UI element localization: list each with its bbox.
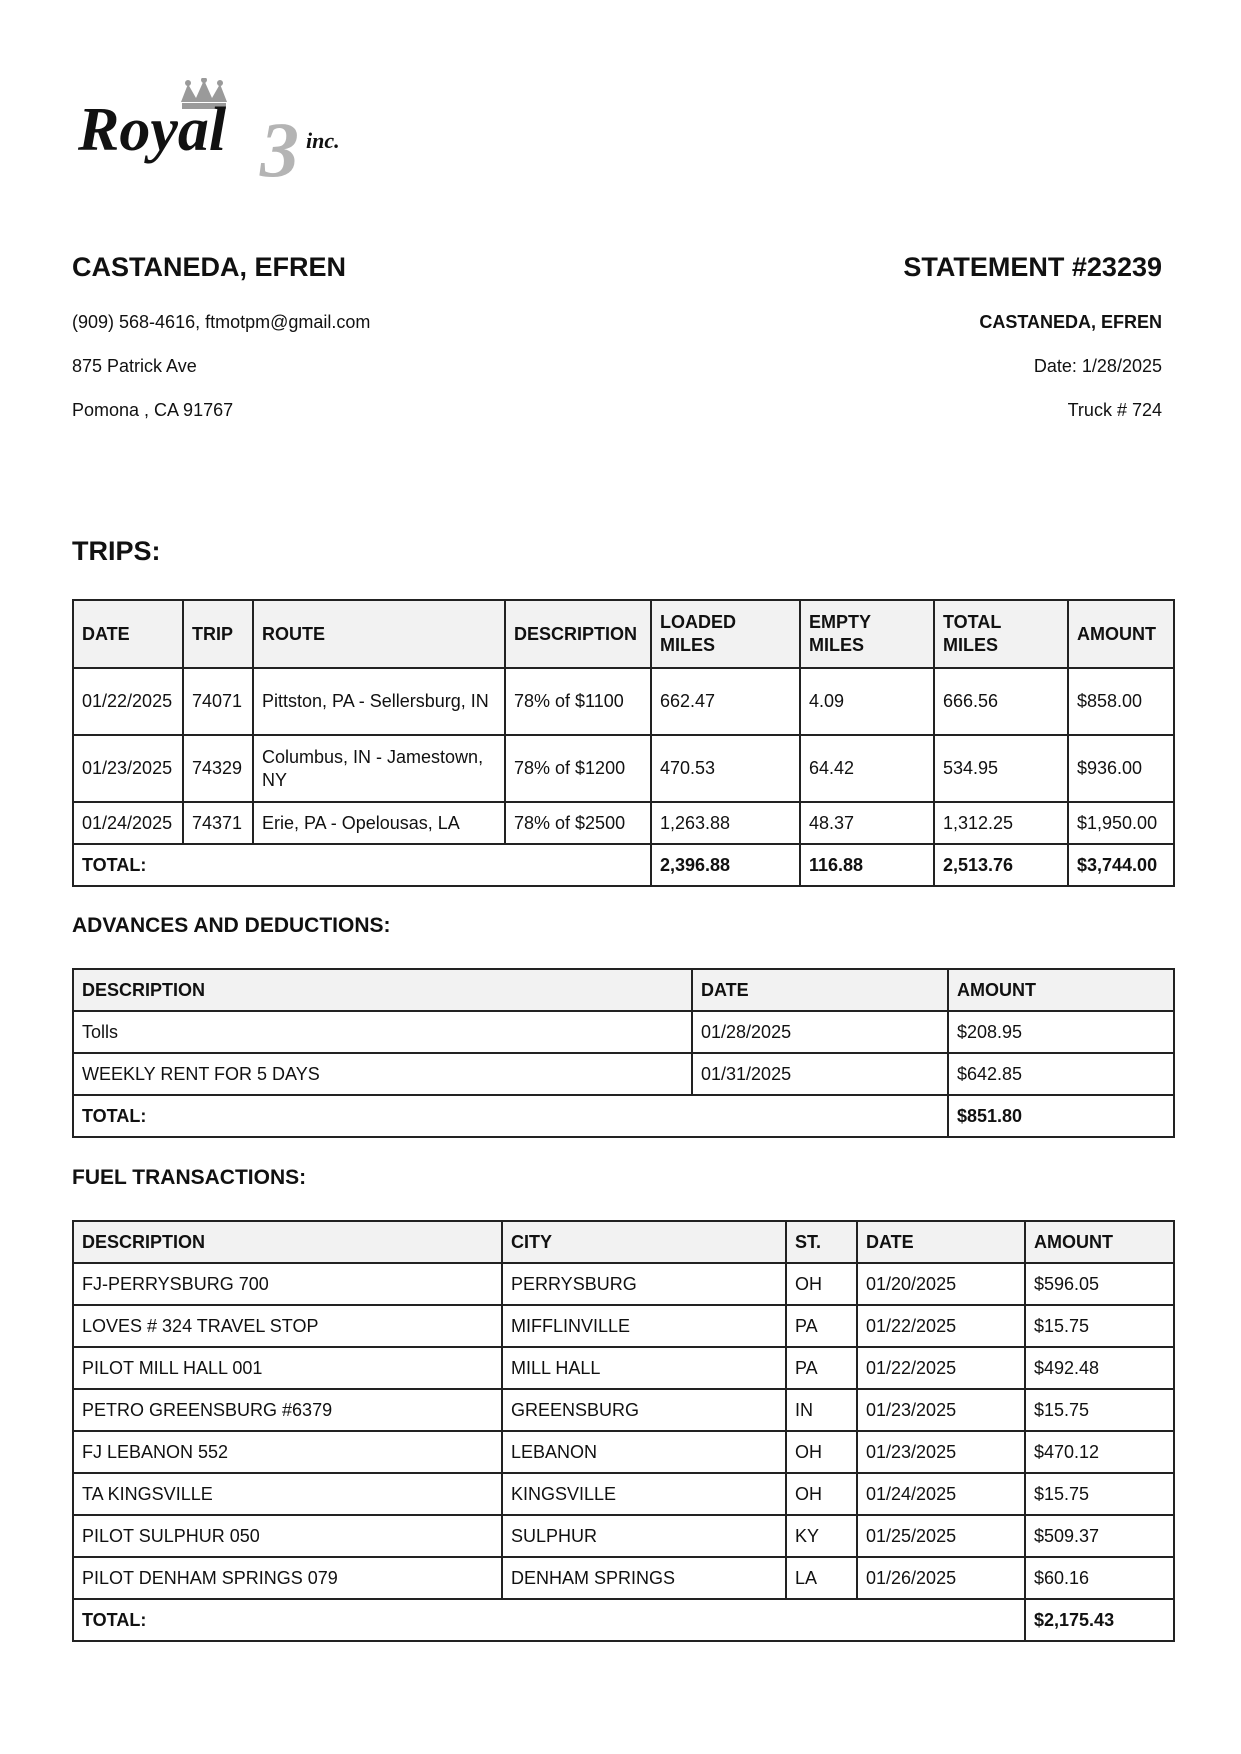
total-row [73,844,1174,886]
cell-description: LOVES # 324 TRAVEL STOP [73,1305,502,1347]
total-row [73,1095,1174,1137]
col-header-description: DESCRIPTION [73,1221,502,1263]
col-header-date: DATE [73,600,183,668]
total-empty-miles: 116.88 [800,844,934,886]
total-row [73,1599,1174,1641]
col-header-date: DATE [857,1221,1025,1263]
col-header-route: ROUTE [253,600,505,668]
cell-city: PERRYSBURG [502,1263,786,1305]
table-header-row [73,600,1174,668]
trips-title: TRIPS: [72,536,161,566]
table-row [73,1347,1174,1389]
cell-state: PA [786,1347,857,1389]
table-row [73,1011,1174,1053]
trips-table [72,599,1175,887]
cell-description: TA KINGSVILLE [73,1473,502,1515]
cell-loaded-miles: 662.47 [651,668,800,735]
table-row [73,1473,1174,1515]
cell-amount: $492.48 [1025,1347,1174,1389]
total-amount: $2,175.43 [1025,1599,1174,1641]
total-amount: $851.80 [948,1095,1174,1137]
table-row [73,1305,1174,1347]
statement-name: CASTANEDA, EFREN [979,312,1162,332]
cell-city: MIFFLINVILLE [502,1305,786,1347]
cell-city: KINGSVILLE [502,1473,786,1515]
statement-truck: Truck # 724 [1067,400,1162,420]
col-header-total-miles: TOTAL MILES [934,600,1068,668]
cell-date: 01/22/2025 [857,1347,1025,1389]
table-row [73,1431,1174,1473]
col-header-loaded-miles: LOADED MILES [651,600,800,668]
logo-numeral: 3 [260,106,299,188]
cell-description: FJ-PERRYSBURG 700 [73,1263,502,1305]
col-header-amount: AMOUNT [1025,1221,1174,1263]
cell-trip: 74071 [183,668,253,735]
driver-contact: (909) 568-4616, ftmotpm@gmail.com [72,312,371,332]
col-header-amount: AMOUNT [948,969,1174,1011]
cell-state: KY [786,1515,857,1557]
cell-description: Tolls [73,1011,692,1053]
advances-table [72,968,1175,1138]
cell-date: 01/25/2025 [857,1515,1025,1557]
cell-state: OH [786,1431,857,1473]
cell-amount: $1,950.00 [1068,802,1174,844]
statement-info [903,250,1162,420]
cell-amount: $642.85 [948,1053,1174,1095]
total-label: TOTAL: [73,844,651,886]
cell-date: 01/22/2025 [857,1305,1025,1347]
cell-description: PILOT DENHAM SPRINGS 079 [73,1557,502,1599]
table-row [73,1053,1174,1095]
cell-empty-miles: 64.42 [800,735,934,802]
cell-city: MILL HALL [502,1347,786,1389]
table-row [73,1557,1174,1599]
cell-description: PILOT MILL HALL 001 [73,1347,502,1389]
fuel-table [72,1220,1175,1642]
company-logo [78,78,378,188]
cell-date: 01/23/2025 [857,1389,1025,1431]
driver-address-line2: Pomona , CA 91767 [72,400,234,420]
table-row [73,735,1174,802]
table-row [73,1263,1174,1305]
cell-amount: $470.12 [1025,1431,1174,1473]
total-amount: $3,744.00 [1068,844,1174,886]
cell-loaded-miles: 1,263.88 [651,802,800,844]
cell-trip: 74371 [183,802,253,844]
cell-amount: $509.37 [1025,1515,1174,1557]
col-header-city: CITY [502,1221,786,1263]
cell-description: 78% of $1200 [505,735,651,802]
cell-date: 01/24/2025 [857,1473,1025,1515]
cell-amount: $936.00 [1068,735,1174,802]
cell-loaded-miles: 470.53 [651,735,800,802]
table-row [73,1389,1174,1431]
cell-date: 01/23/2025 [857,1431,1025,1473]
driver-name: CASTANEDA, EFREN [72,252,347,282]
total-loaded-miles: 2,396.88 [651,844,800,886]
cell-city: SULPHUR [502,1515,786,1557]
cell-state: LA [786,1557,857,1599]
col-header-description: DESCRIPTION [73,969,692,1011]
cell-route: Columbus, IN - Jamestown, NY [253,735,505,802]
cell-total-miles: 666.56 [934,668,1068,735]
advances-title: ADVANCES AND DEDUCTIONS: [72,914,391,937]
cell-route: Erie, PA - Opelousas, LA [253,802,505,844]
cell-description: 78% of $1100 [505,668,651,735]
fuel-title: FUEL TRANSACTIONS: [72,1166,307,1189]
cell-trip: 74329 [183,735,253,802]
logo-wordmark: Royal [78,96,227,164]
cell-date: 01/24/2025 [73,802,183,844]
cell-amount: $15.75 [1025,1305,1174,1347]
cell-date: 01/23/2025 [73,735,183,802]
statement-date: Date: 1/28/2025 [1033,356,1162,376]
cell-empty-miles: 4.09 [800,668,934,735]
cell-total-miles: 1,312.25 [934,802,1068,844]
statement-title: STATEMENT #23239 [903,252,1162,282]
cell-description: FJ LEBANON 552 [73,1431,502,1473]
cell-state: PA [786,1305,857,1347]
cell-amount: $858.00 [1068,668,1174,735]
cell-amount: $596.05 [1025,1263,1174,1305]
table-header-row [73,1221,1174,1263]
col-header-empty-miles: EMPTY MILES [800,600,934,668]
total-label: TOTAL: [73,1599,1025,1641]
cell-city: LEBANON [502,1431,786,1473]
cell-date: 01/26/2025 [857,1557,1025,1599]
table-header-row [73,969,1174,1011]
col-header-description: DESCRIPTION [505,600,651,668]
total-label: TOTAL: [73,1095,948,1137]
cell-description: 78% of $2500 [505,802,651,844]
cell-amount: $208.95 [948,1011,1174,1053]
cell-description: WEEKLY RENT FOR 5 DAYS [73,1053,692,1095]
table-row [73,668,1174,735]
cell-description: PILOT SULPHUR 050 [73,1515,502,1557]
col-header-amount: AMOUNT [1068,600,1174,668]
col-header-date: DATE [692,969,948,1011]
cell-empty-miles: 48.37 [800,802,934,844]
cell-amount: $15.75 [1025,1389,1174,1431]
cell-city: GREENSBURG [502,1389,786,1431]
cell-date: 01/20/2025 [857,1263,1025,1305]
cell-total-miles: 534.95 [934,735,1068,802]
cell-description: PETRO GREENSBURG #6379 [73,1389,502,1431]
table-row [73,1515,1174,1557]
cell-date: 01/31/2025 [692,1053,948,1095]
cell-amount: $60.16 [1025,1557,1174,1599]
cell-date: 01/22/2025 [73,668,183,735]
cell-state: IN [786,1389,857,1431]
driver-info [72,250,371,420]
col-header-state: ST. [786,1221,857,1263]
cell-city: DENHAM SPRINGS [502,1557,786,1599]
cell-date: 01/28/2025 [692,1011,948,1053]
table-row [73,802,1174,844]
total-total-miles: 2,513.76 [934,844,1068,886]
driver-address-line1: 875 Patrick Ave [72,356,197,376]
cell-amount: $15.75 [1025,1473,1174,1515]
cell-state: OH [786,1473,857,1515]
cell-state: OH [786,1263,857,1305]
col-header-trip: TRIP [183,600,253,668]
cell-route: Pittston, PA - Sellersburg, IN [253,668,505,735]
logo-suffix: inc. [306,128,340,153]
